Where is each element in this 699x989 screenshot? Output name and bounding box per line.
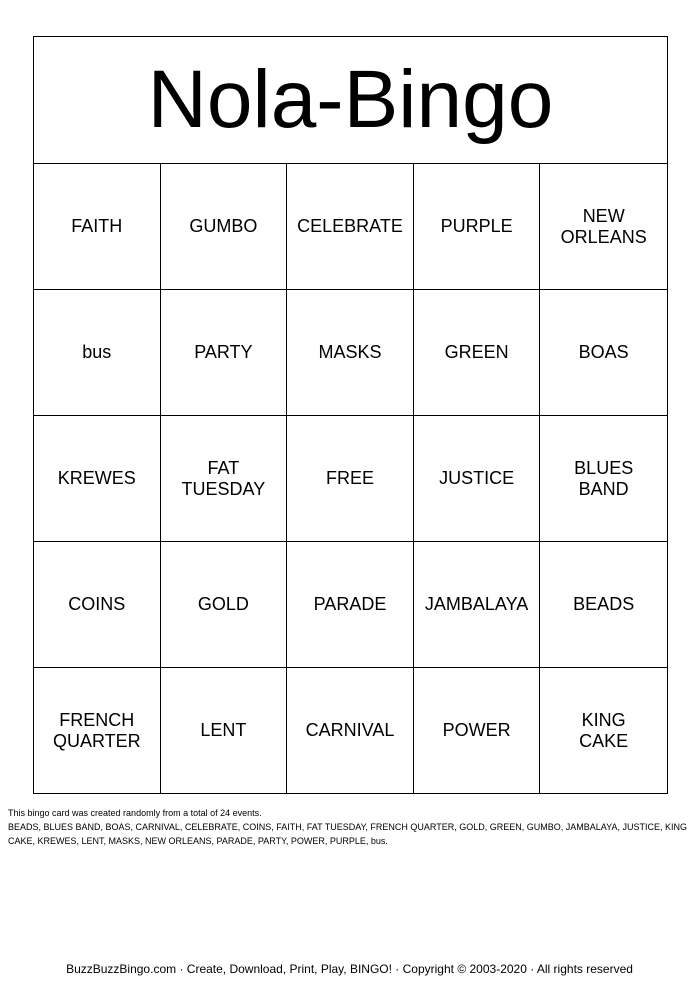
bingo-cell: PARADE — [287, 541, 414, 667]
bingo-cell: MASKS — [287, 289, 414, 415]
bingo-cell: GOLD — [161, 541, 288, 667]
bingo-cell: JAMBALAYA — [414, 541, 541, 667]
bingo-cell: POWER — [414, 667, 541, 793]
bingo-cell: GUMBO — [161, 163, 288, 289]
bingo-card — [33, 36, 668, 794]
bingo-cell: KING CAKE — [540, 667, 667, 793]
bingo-cell: FAITH — [34, 163, 161, 289]
bingo-cell: JUSTICE — [414, 415, 541, 541]
bingo-cell: FRENCH QUARTER — [34, 667, 161, 793]
page-footer: BuzzBuzzBingo.com · Create, Download, Print, Play, BINGO! · Copyright © 2003-2020 · All rights reserved — [66, 962, 633, 976]
bingo-grid — [34, 163, 667, 793]
info-event-list: BEADS, BLUES BAND, BOAS, CARNIVAL, CELEBRATE, COINS, FAITH, FAT TUESDAY, FRENCH QUARTER, GOLD, GREEN, GUMBO, JAMBALAYA, JUSTICE, KING CAKE, KREWES, LENT, MASKS, NEW ORLEANS, PARADE, PARTY, POWER, PURPLE, bus. — [8, 822, 687, 846]
bingo-cell: BOAS — [540, 289, 667, 415]
bingo-cell: KREWES — [34, 415, 161, 541]
info-summary: This bingo card was created randomly from a total of 24 events. — [8, 808, 262, 818]
card-info — [8, 806, 688, 848]
bingo-cell: BLUES BAND — [540, 415, 667, 541]
bingo-cell: bus — [34, 289, 161, 415]
bingo-cell: PURPLE — [414, 163, 541, 289]
card-title: Nola-Bingo — [147, 54, 554, 145]
bingo-cell: PARTY — [161, 289, 288, 415]
bingo-cell: FREE — [287, 415, 414, 541]
bingo-cell: BEADS — [540, 541, 667, 667]
bingo-cell: CELEBRATE — [287, 163, 414, 289]
bingo-cell: GREEN — [414, 289, 541, 415]
bingo-cell: COINS — [34, 541, 161, 667]
bingo-cell: CARNIVAL — [287, 667, 414, 793]
bingo-cell: LENT — [161, 667, 288, 793]
bingo-cell: FAT TUESDAY — [161, 415, 288, 541]
bingo-cell: NEW ORLEANS — [540, 163, 667, 289]
